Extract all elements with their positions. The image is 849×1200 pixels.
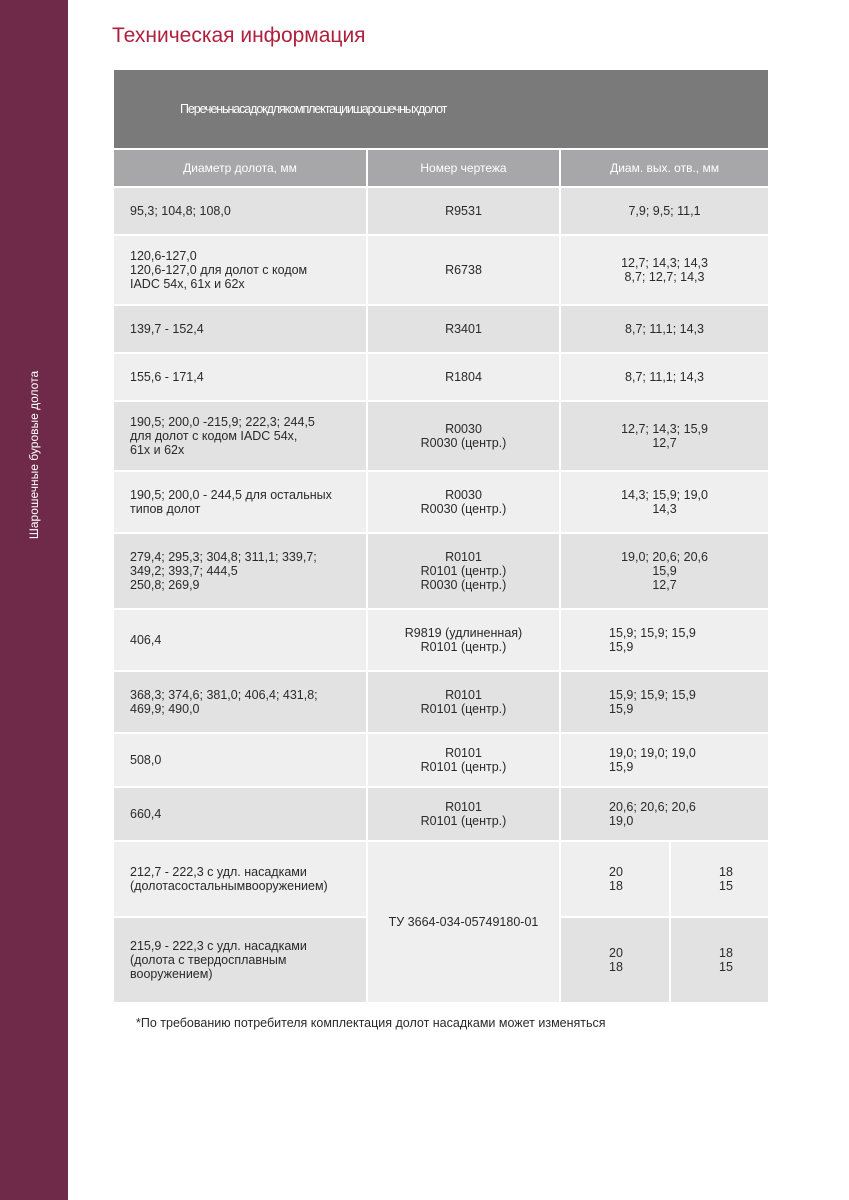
cell-line: R6738 — [445, 263, 482, 277]
cell-line: 7,9; 9,5; 11,1 — [628, 204, 701, 218]
cell-line: 20,6; 20,6; 20,6 — [609, 800, 696, 814]
cell-line: 349,2; 393,7; 444,5 — [130, 564, 238, 578]
table-row — [113, 187, 769, 235]
cell-line: 212,7 - 222,3 с удл. насадками — [130, 865, 307, 879]
outlet-diameter-cell — [560, 187, 769, 235]
bit-diameter-cell — [113, 787, 367, 841]
page-title: Техническая информация — [112, 24, 366, 47]
cell-line: типов долот — [130, 502, 201, 516]
cell-line: для долот с кодом IADC 54x, — [130, 429, 298, 443]
table-row — [113, 787, 769, 841]
drawing-number-cell — [367, 471, 560, 533]
cell-line: 15 — [719, 879, 733, 893]
cell-line: 215,9 - 222,3 с удл. насадками — [130, 939, 307, 953]
bit-diameter-cell — [113, 533, 367, 609]
sidebar-band — [0, 0, 68, 1200]
header-bit-diameter: Диаметр долота, мм — [113, 149, 367, 187]
cell-line: 406,4 — [130, 633, 162, 647]
cell-line: 14,3 — [652, 502, 677, 516]
table-row — [113, 841, 769, 917]
cell-line: (долота с твердосплавным — [130, 953, 287, 967]
outlet-diameter-cell — [560, 533, 769, 609]
cell-line: вооружением) — [130, 967, 213, 981]
outlet-diameter-cell-b — [670, 841, 769, 917]
cell-line: 18 — [719, 946, 733, 960]
outlet-diameter-cell — [560, 609, 769, 671]
cell-line: 19,0; 19,0; 19,0 — [609, 746, 696, 760]
nozzle-table — [112, 68, 770, 1004]
bit-diameter-cell — [113, 187, 367, 235]
cell-line: 120,6-127,0 — [130, 249, 197, 263]
cell-line: 18 — [609, 879, 623, 893]
cell-line: R0030 (центр.) — [420, 436, 507, 450]
cell-line: 15,9 — [609, 702, 634, 716]
bit-diameter-cell — [113, 471, 367, 533]
drawing-number-cell — [367, 533, 560, 609]
cell-line: 15,9 — [609, 640, 634, 654]
cell-line: R0101 — [445, 746, 482, 760]
cell-line: R0030 (центр.) — [420, 502, 507, 516]
table-row — [113, 401, 769, 471]
bit-diameter-cell — [113, 305, 367, 353]
cell-line: 20 — [609, 946, 623, 960]
cell-line: 95,3; 104,8; 108,0 — [130, 204, 231, 218]
header-drawing-number: Номер чертежа — [367, 149, 560, 187]
cell-line: 190,5; 200,0 -215,9; 222,3; 244,5 — [130, 415, 315, 429]
table-row — [113, 733, 769, 787]
table-row — [113, 353, 769, 401]
cell-line: 15 — [719, 960, 733, 974]
cell-line: 15,9; 15,9; 15,9 — [609, 626, 696, 640]
cell-line: 12,7 — [652, 436, 677, 450]
drawing-number-cell — [367, 353, 560, 401]
bit-diameter-cell — [113, 671, 367, 733]
cell-line: R0101 (центр.) — [420, 702, 507, 716]
cell-line: R0101 (центр.) — [420, 814, 507, 828]
outlet-diameter-cell — [560, 305, 769, 353]
outlet-diameter-cell — [560, 471, 769, 533]
outlet-diameter-cell — [560, 787, 769, 841]
table-row — [113, 671, 769, 733]
cell-line: 660,4 — [130, 807, 162, 821]
cell-line: 18 — [719, 865, 733, 879]
table-caption: Переченьнасадокдлякомплектациишарошечныхдолот — [113, 69, 769, 149]
cell-line: 12,7; 14,3; 14,3 — [621, 256, 708, 270]
cell-line: R0101 — [445, 550, 482, 564]
table-row — [113, 471, 769, 533]
cell-line: 19,0; 20,6; 20,6 — [621, 550, 708, 564]
drawing-number-cell — [367, 305, 560, 353]
outlet-diameter-cell — [560, 235, 769, 305]
outlet-diameter-cell-b — [670, 917, 769, 1003]
table-row — [113, 305, 769, 353]
cell-line: 8,7; 12,7; 14,3 — [624, 270, 705, 284]
bit-diameter-cell — [113, 841, 367, 917]
outlet-diameter-cell-a — [560, 917, 670, 1003]
drawing-number-cell — [367, 187, 560, 235]
cell-line: 190,5; 200,0 - 244,5 для остальных — [130, 488, 332, 502]
cell-line: R9531 — [445, 204, 482, 218]
drawing-number-cell — [367, 733, 560, 787]
cell-line: 15,9; 15,9; 15,9 — [609, 688, 696, 702]
drawing-number-cell — [367, 787, 560, 841]
cell-line: IADC 54x, 61x и 62x — [130, 277, 245, 291]
cell-line: 508,0 — [130, 753, 162, 767]
drawing-number-cell — [367, 671, 560, 733]
table-row — [113, 533, 769, 609]
drawing-number-cell — [367, 235, 560, 305]
cell-line: 8,7; 11,1; 14,3 — [625, 322, 705, 336]
cell-line: (долотасостальнымвооружением) — [130, 879, 328, 893]
cell-line: 139,7 - 152,4 — [130, 322, 204, 336]
outlet-diameter-cell — [560, 671, 769, 733]
cell-line: 12,7; 14,3; 15,9 — [621, 422, 708, 436]
cell-line: R0030 (центр.) — [420, 578, 507, 592]
drawing-number-cell — [367, 401, 560, 471]
footnote: *По требованию потребителя комплектация долот насадками может изменяться — [136, 1016, 606, 1030]
cell-line: 12,7 — [652, 578, 677, 592]
bit-diameter-cell — [113, 401, 367, 471]
cell-line: 279,4; 295,3; 304,8; 311,1; 339,7; — [130, 550, 317, 564]
cell-line: R0101 — [445, 800, 482, 814]
outlet-diameter-cell — [560, 401, 769, 471]
outlet-diameter-cell — [560, 353, 769, 401]
cell-line: R0101 (центр.) — [420, 760, 507, 774]
cell-line: 19,0 — [609, 814, 634, 828]
drawing-number-cell — [367, 609, 560, 671]
bit-diameter-cell — [113, 733, 367, 787]
bit-diameter-cell — [113, 917, 367, 1003]
table-row — [113, 609, 769, 671]
cell-line: R3401 — [445, 322, 482, 336]
header-outlet-diameter: Диам. вых. отв., мм — [560, 149, 769, 187]
bit-diameter-cell — [113, 235, 367, 305]
cell-line: 18 — [609, 960, 623, 974]
cell-line: 15,9 — [652, 564, 677, 578]
cell-line: 14,3; 15,9; 19,0 — [621, 488, 708, 502]
sidebar-label: Шарошечные буровые долота — [27, 370, 41, 540]
cell-line: 155,6 - 171,4 — [130, 370, 204, 384]
drawing-number-cell: ТУ 3664-034-05749180-01 — [367, 841, 560, 1003]
cell-line: R1804 — [445, 370, 482, 384]
cell-line: R9819 (удлиненная) — [404, 626, 523, 640]
cell-line: R0101 (центр.) — [420, 640, 507, 654]
cell-line: R0101 — [445, 688, 482, 702]
bit-diameter-cell — [113, 609, 367, 671]
cell-line: 8,7; 11,1; 14,3 — [625, 370, 705, 384]
cell-line: 469,9; 490,0 — [130, 702, 200, 716]
cell-line: 15,9 — [609, 760, 634, 774]
cell-line: 368,3; 374,6; 381,0; 406,4; 431,8; — [130, 688, 318, 702]
cell-line: R0101 (центр.) — [420, 564, 507, 578]
table-row — [113, 235, 769, 305]
cell-line: 250,8; 269,9 — [130, 578, 200, 592]
outlet-diameter-cell-a — [560, 841, 670, 917]
cell-line: 20 — [609, 865, 623, 879]
cell-line: 120,6-127,0 для долот с кодом — [130, 263, 308, 277]
bit-diameter-cell — [113, 353, 367, 401]
cell-line: R0030 — [445, 488, 482, 502]
outlet-diameter-cell — [560, 733, 769, 787]
cell-line: 61x и 62x — [130, 443, 185, 457]
cell-line: R0030 — [445, 422, 482, 436]
